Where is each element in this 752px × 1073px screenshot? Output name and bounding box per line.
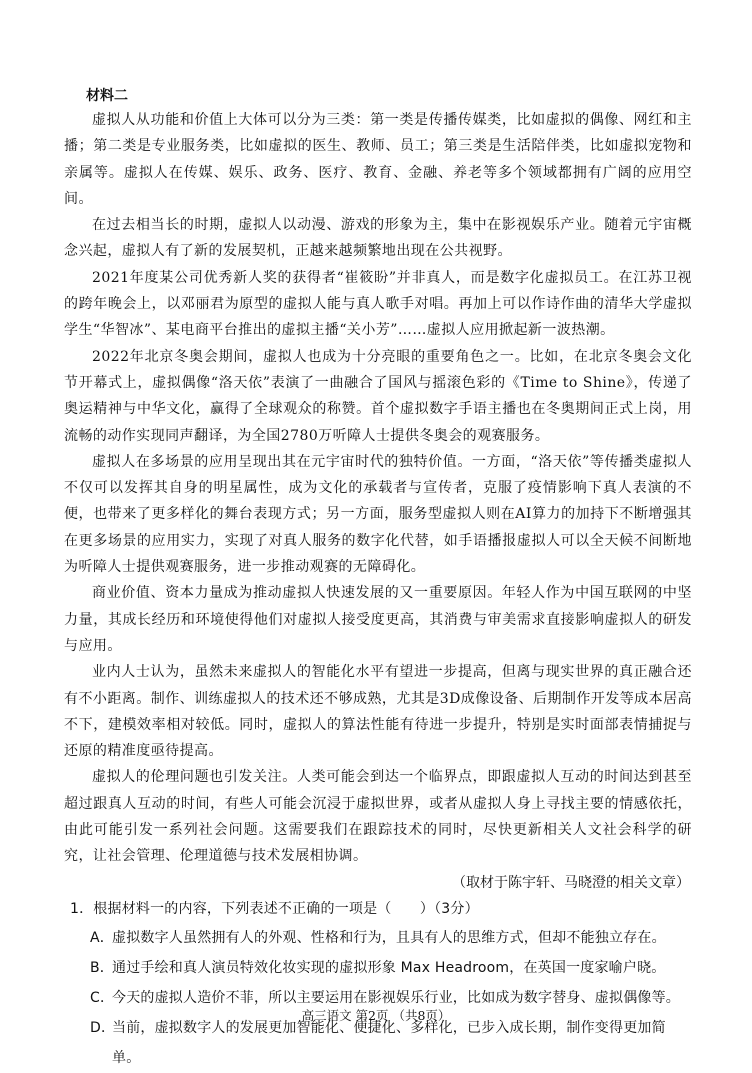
paragraph-6: 商业价值、资本力量成为推动虚拟人快速发展的又一重要原因。年轻人作为中国互联网的中坚力量，其成长经历和环境使得他们对虚拟人接受度更高，其消费与审美需求直接影响虚拟人的研发与应用。 (64, 585, 692, 654)
paragraph-2: 在过去相当长的时期，虚拟人以动漫、游戏的形象为主，集中在影视娱乐产业。随着元宇宙概念兴起，虚拟人有了新的发展契机，正越来越频繁地出现在公共视野。 (64, 217, 692, 260)
option-letter: B． (90, 959, 115, 976)
question-stem: 1．根据材料一的内容，下列表述不正确的一项是（ ）（3分） (70, 900, 479, 917)
paragraph-4: 2022年北京冬奥会期间，虚拟人也成为十分亮眼的重要角色之一。比如，在北京冬奥会文化节开幕式上，虚拟偶像“洛天依”表演了一曲融合了国风与摇滚色彩的《Time to Shine》，传递了奥运精神与中华文化，赢得了全球观众的称赞。首个虚拟数字手语主播也在冬奥期间正式上岗，用流畅的动作实现同声翻译，为全国2780万听障人士提供冬奥会的观赛服务。 (64, 348, 692, 444)
option-letter: A． (90, 929, 114, 946)
paragraph-8: 虚拟人的伦理问题也引发关注。人类可能会到达一个临界点，即跟虚拟人互动的时间达到甚至超过跟真人互动的时间，有些人可能会沉浸于虚拟世界，或者从虚拟人身上寻找主要的情感依托，由此可能引发一系列社会问题。这需要我们在跟踪技术的同时，尽快更新相关人文社会科学的研究，让社会管理、伦理道德与技术发展相协调。 (64, 769, 692, 865)
section-title: 材料二 (86, 88, 128, 104)
option-b (90, 953, 692, 983)
paragraph-1: 虚拟人从功能和价值上大体可以分为三类：第一类是传播传媒类，比如虚拟的偶像、网红和主播；第二类是专业服务类，比如虚拟的医生、教师、员工；第三类是生活陪伴类，比如虚拟宠物和亲属等。虚拟人在传媒、娱乐、政务、医疗、教育、金融、养老等多个领域都拥有广阔的应用空间。 (64, 112, 692, 207)
option-letter: C． (90, 989, 115, 1006)
source-citation: （取材于陈宇轩、马晓澄的相关文章） (452, 874, 690, 891)
answer-options (64, 923, 692, 1073)
option-text: 通过手绘和真人演员特效化妆实现的虚拟形象 Max Headroom，在英国一度家喻户晓。 (112, 959, 666, 976)
option-text: 虚拟数字人虽然拥有人的外观、性格和行为，且具有人的思维方式，但却不能独立存在。 (112, 929, 666, 946)
page-footer: 高三语文 第2页 （共8页） (301, 1008, 451, 1023)
option-letter: D． (90, 1019, 116, 1036)
paragraph-5: 虚拟人在多场景的应用呈现出其在元宇宙时代的独特价值。一方面，“洛天依”等传播类虚拟人不仅可以发挥其自身的明星属性，成为文化的承载者与宣传者，克服了疫情影响下真人表演的不便，也带来了更多样化的舞台表现方式；另一方面，服务型虚拟人则在AI算力的加持下不断增强其在更多场景的应用实力，实现了对真人服务的数字化代替，如手语播报虚拟人可以全天候不间断地为听障人士提供观赛服务，进一步推动观赛的无障碍化。 (64, 453, 692, 576)
option-a (90, 923, 692, 953)
option-text: 今天的虚拟人造价不菲，所以主要运用在影视娱乐行业，比如成为数字替身、虚拟偶像等。 (112, 989, 680, 1006)
option-text: 当前，虚拟数字人的发展更加智能化、便捷化、多样化，已步入成长期，制作变得更加简单。 (112, 1019, 666, 1066)
paragraph-7: 业内人士认为，虽然未来虚拟人的智能化水平有望进一步提高，但离与现实世界的真正融合还有不小距离。制作、训练虚拟人的技术还不够成熟，尤其是3D成像设备、后期制作开发等成本居高不下，建模效率相对较低。同时，虚拟人的算法性能有待进一步提升，特别是实时面部表情捕捉与还原的精准度亟待提高。 (64, 664, 692, 760)
document-body (64, 85, 692, 1073)
paragraph-3: 2021年度某公司优秀新人奖的获得者“崔筱盼”并非真人，而是数字化虚拟员工。在江苏卫视的跨年晚会上，以邓丽君为原型的虚拟人能与真人歌手对唱。再加上可以作诗作曲的清华大学虚拟学生“华智冰”、某电商平台推出的虚拟主播“关小芳”……虚拟人应用掀起新一波热潮。 (64, 269, 692, 339)
